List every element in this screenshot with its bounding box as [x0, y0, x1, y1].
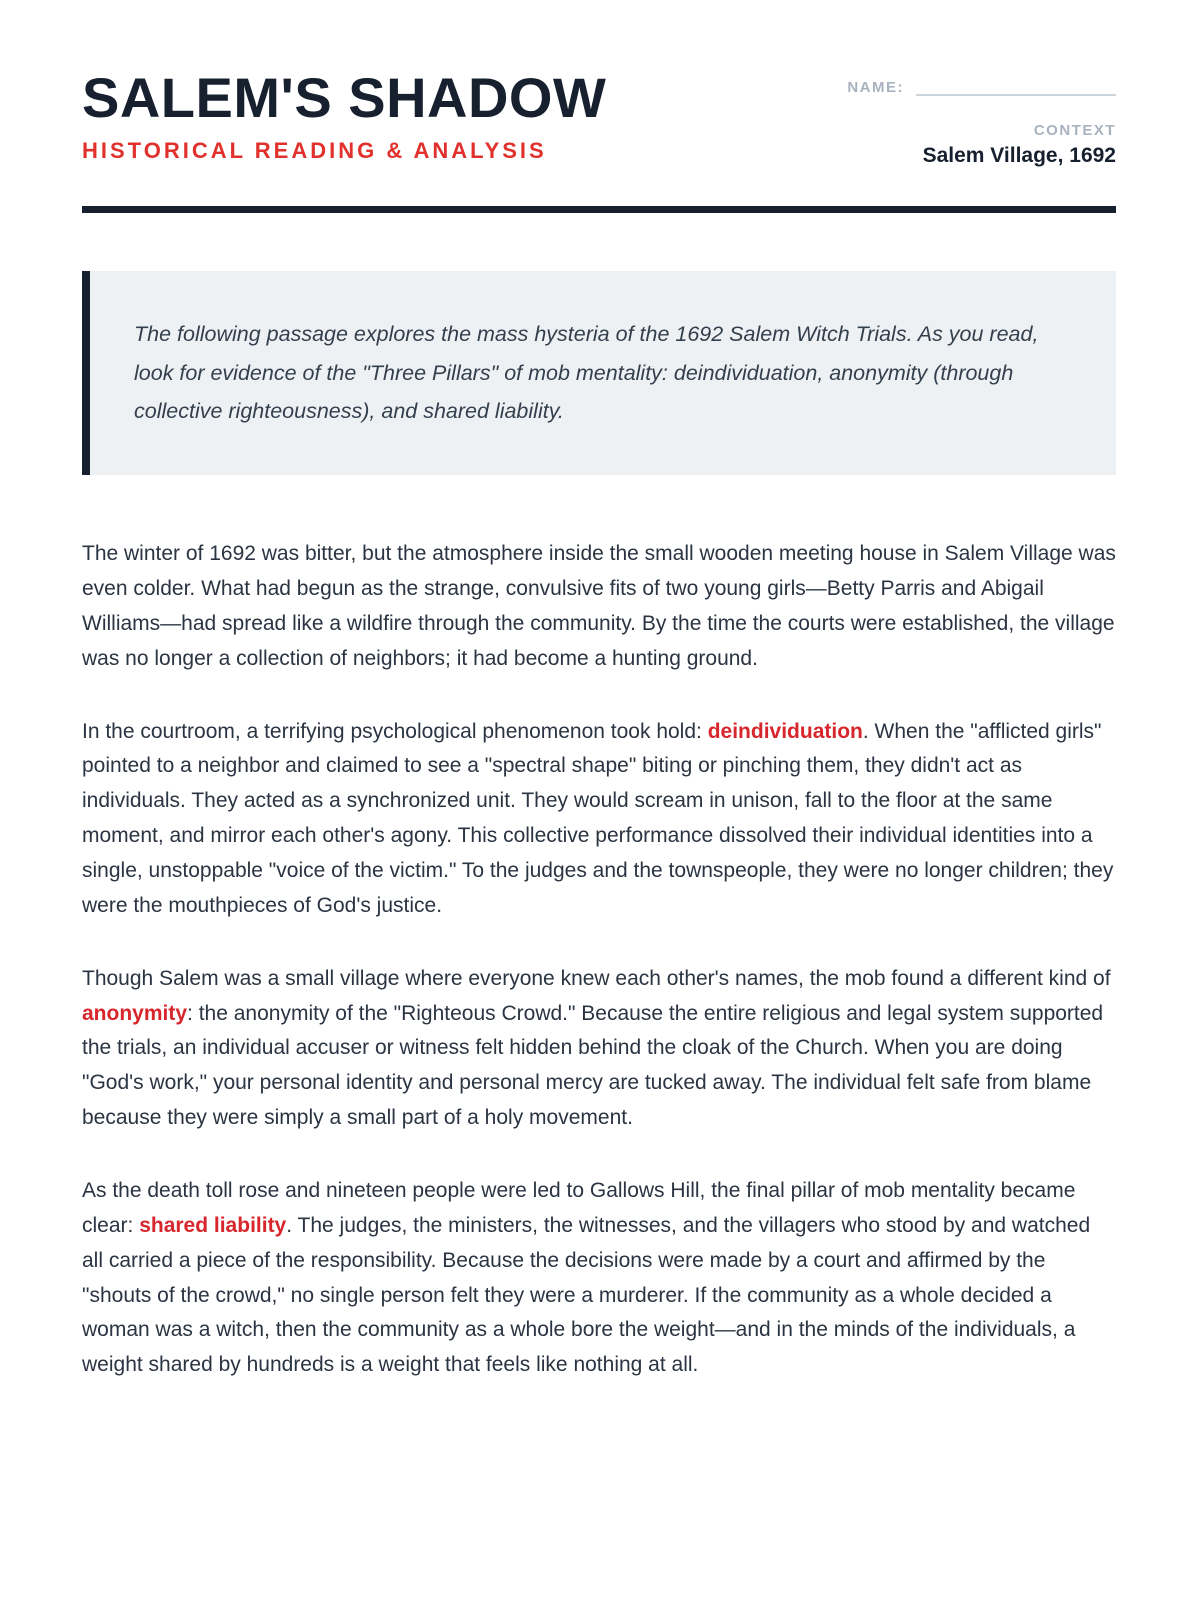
keyword-deindividuation: deindividuation [707, 719, 863, 743]
paragraph-text: : the anonymity of the "Righteous Crowd." Because the entire religious and legal system supported the trials, an individual accuser or witness felt hidden behind the cloak of the Church. When you are doing "God's work," your personal identity and personal mercy are tucked away. The individual felt safe from blame because they were simply a small part of a holy movement. [82, 1001, 1104, 1130]
header-title-block [82, 66, 607, 164]
paragraph-text: . The judges, the ministers, the witnesses, and the villagers who stood by and watched all carried a piece of the responsibility. Because the decisions were made by a court and affirmed by the "shouts of the crowd," no single person felt they were a murderer. If the community as a whole decided a woman was a witch, then the community as a whole bore the weight—and in the minds of the individuals, a weight shared by hundreds is a weight that feels like nothing at all. [82, 1213, 1091, 1377]
passage [82, 537, 1116, 1383]
paragraph-2 [82, 715, 1116, 924]
keyword-shared-liability: shared liability [139, 1213, 287, 1237]
paragraph-1 [82, 537, 1116, 676]
intro-text: The following passage explores the mass hysteria of the 1692 Salem Witch Trials. As you read, look for evidence of the "Three Pillars" of mob mentality: deindividuation, anonymity (through collective righteousness), and shared liability. [134, 322, 1039, 424]
paragraph-text: Though Salem was a small village where everyone knew each other's names, the mob found a different kind of [82, 966, 1111, 990]
context-value: Salem Village, 1692 [922, 144, 1116, 167]
page-title: SALEM'S SHADOW [82, 66, 607, 129]
paragraph-4 [82, 1174, 1116, 1383]
header-divider [82, 206, 1116, 213]
paragraph-text: In the courtroom, a terrifying psychological phenomenon took hold: [82, 719, 708, 743]
name-row [816, 78, 1116, 96]
name-input-line[interactable] [916, 78, 1116, 96]
paragraph-3 [82, 962, 1116, 1136]
intro-blockquote [82, 271, 1116, 475]
name-label: NAME: [847, 79, 904, 96]
paragraph-text: The winter of 1692 was bitter, but the atmosphere inside the small wooden meeting house in Salem Village was even colder. What had begun as the strange, convulsive fits of two young girls—Betty Parris and Abigail Williams—had spread like a wildfire through the community. By the time the courts were established, the village was no longer a collection of neighbors; it had become a hunting ground. [82, 542, 1116, 670]
header [82, 66, 1116, 168]
keyword-anonymity: anonymity [82, 1001, 188, 1025]
paragraph-text: As the death toll rose and nineteen people were led to Gallows Hill, the final pillar of mob mentality became clear: [82, 1178, 1076, 1237]
context-label: CONTEXT [1033, 122, 1116, 139]
paragraph-text: . When the "afflicted girls" pointed to a neighbor and claimed to see a "spectral shape" biting or pinching them, they didn't act as individuals. They acted as a synchronized unit. They would scream in unison, fall to the floor at the same moment, and mirror each other's agony. This collective performance dissolved their individual identities into a single, unstoppable "voice of the victim." To the judges and the townspeople, they were no longer children; they were the mouthpieces of God's justice. [82, 719, 1114, 917]
header-meta-block [816, 70, 1116, 168]
page-subtitle: HISTORICAL READING & ANALYSIS [82, 138, 547, 163]
